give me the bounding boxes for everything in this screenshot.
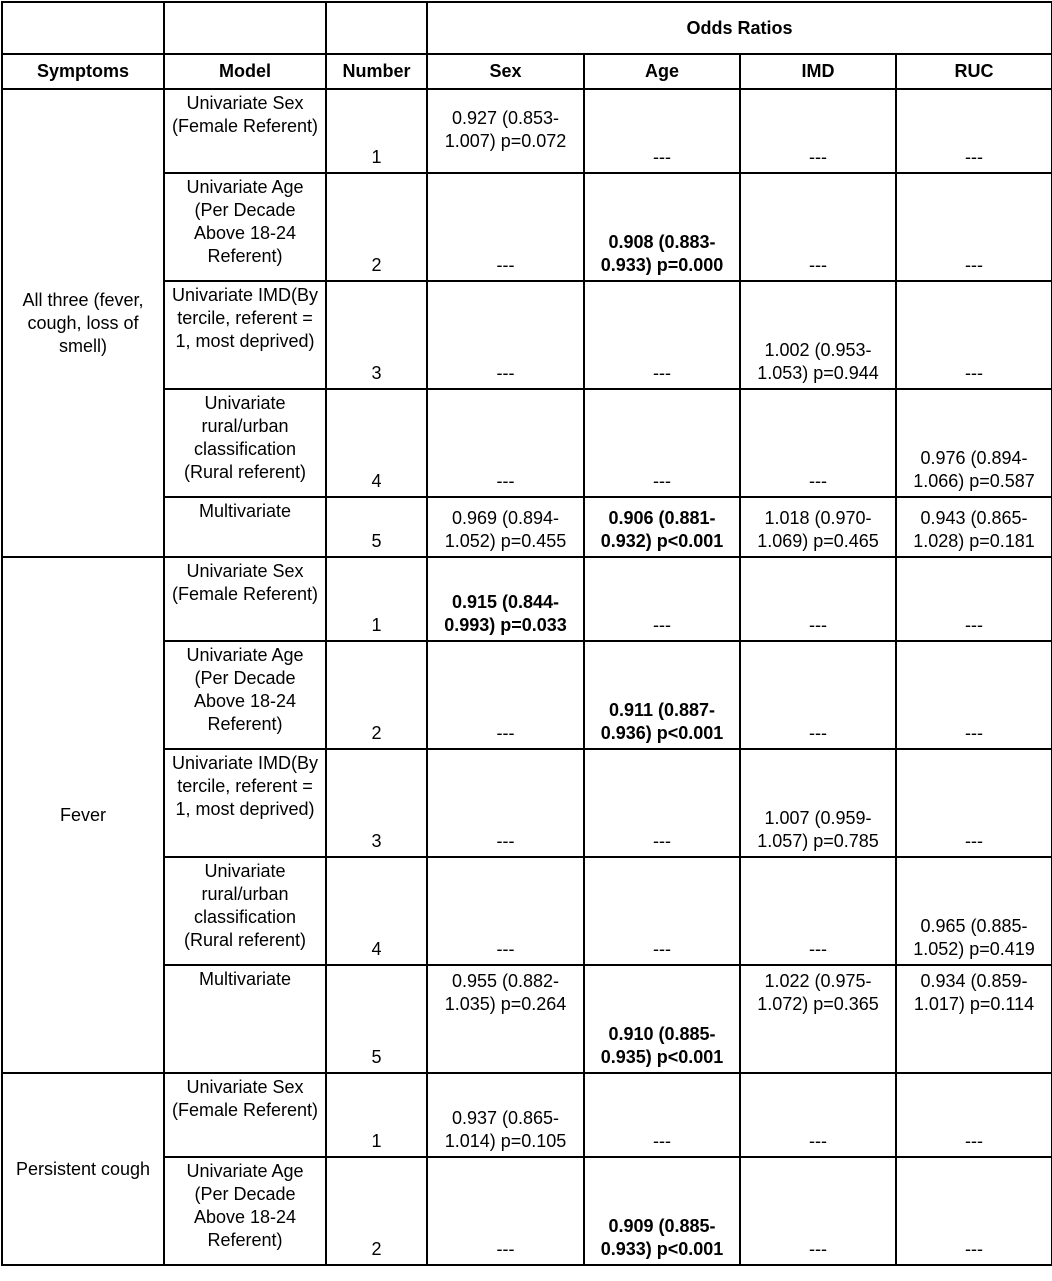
model-cell: Univariate Age (Per Decade Above 18-24 Referent) [164, 641, 326, 749]
age-value-cell: 0.906 (0.881-0.932) p<0.001 [584, 497, 740, 557]
number-cell: 2 [326, 1157, 427, 1265]
imd-value-cell: 1.007 (0.959-1.057) p=0.785 [740, 749, 896, 857]
sex-value-cell: 0.927 (0.853-1.007) p=0.072 [427, 89, 584, 173]
imd-value-cell: --- [740, 89, 896, 173]
age-value-cell: 0.910 (0.885-0.935) p<0.001 [584, 965, 740, 1073]
model-cell: Univariate Sex (Female Referent) [164, 1073, 326, 1157]
ruc-value-cell: 0.943 (0.865-1.028) p=0.181 [896, 497, 1052, 557]
table-row [2, 89, 1052, 173]
age-value-cell: 0.908 (0.883-0.933) p=0.000 [584, 173, 740, 281]
symptoms-header: Symptoms [2, 54, 164, 89]
sex-header: Sex [427, 54, 584, 89]
model-cell: Multivariate [164, 497, 326, 557]
sex-value-cell: --- [427, 857, 584, 965]
imd-value-cell: --- [740, 641, 896, 749]
number-cell: 4 [326, 389, 427, 497]
ruc-value-cell: 0.965 (0.885-1.052) p=0.419 [896, 857, 1052, 965]
sex-value-cell: --- [427, 281, 584, 389]
ruc-value-cell: 0.976 (0.894-1.066) p=0.587 [896, 389, 1052, 497]
age-value-cell: --- [584, 89, 740, 173]
ruc-value-cell: --- [896, 281, 1052, 389]
age-value-cell: --- [584, 857, 740, 965]
ruc-header: RUC [896, 54, 1052, 89]
number-cell: 5 [326, 497, 427, 557]
odds-ratios-table [1, 1, 1052, 1266]
model-cell: Univariate Age (Per Decade Above 18-24 Referent) [164, 173, 326, 281]
model-cell: Univariate IMD(By tercile, referent = 1, most deprived) [164, 749, 326, 857]
model-cell: Multivariate [164, 965, 326, 1073]
sex-value-cell: 0.937 (0.865-1.014) p=0.105 [427, 1073, 584, 1157]
age-value-cell: --- [584, 749, 740, 857]
number-cell: 5 [326, 965, 427, 1073]
number-cell: 1 [326, 1073, 427, 1157]
age-value-cell: --- [584, 1073, 740, 1157]
header-blank-cell [326, 2, 427, 54]
ruc-value-cell: --- [896, 749, 1052, 857]
age-header: Age [584, 54, 740, 89]
age-value-cell: 0.909 (0.885-0.933) p<0.001 [584, 1157, 740, 1265]
header-label-row [2, 54, 1052, 89]
header-blank-cell [164, 2, 326, 54]
model-cell: Univariate Age (Per Decade Above 18-24 Referent) [164, 1157, 326, 1265]
ruc-value-cell: --- [896, 1073, 1052, 1157]
imd-value-cell: --- [740, 1073, 896, 1157]
ruc-value-cell: --- [896, 1157, 1052, 1265]
table-row [2, 557, 1052, 641]
model-cell: Univariate Sex (Female Referent) [164, 89, 326, 173]
imd-value-cell: --- [740, 1157, 896, 1265]
age-value-cell: --- [584, 389, 740, 497]
imd-value-cell: --- [740, 389, 896, 497]
model-cell: Univariate IMD(By tercile, referent = 1, most deprived) [164, 281, 326, 389]
table-body [2, 89, 1052, 1265]
age-value-cell: 0.911 (0.887-0.936) p<0.001 [584, 641, 740, 749]
model-cell: Univariate Sex (Female Referent) [164, 557, 326, 641]
header-blank-cell [2, 2, 164, 54]
sex-value-cell: --- [427, 641, 584, 749]
sex-value-cell: --- [427, 1157, 584, 1265]
symptom-cell: Fever [2, 557, 164, 1073]
table-row [2, 1073, 1052, 1157]
model-cell: Univariate rural/urban classification (Rural referent) [164, 389, 326, 497]
ruc-value-cell: --- [896, 89, 1052, 173]
number-cell: 1 [326, 89, 427, 173]
sex-value-cell: --- [427, 749, 584, 857]
number-cell: 1 [326, 557, 427, 641]
number-cell: 2 [326, 173, 427, 281]
imd-value-cell: --- [740, 857, 896, 965]
imd-value-cell: --- [740, 557, 896, 641]
imd-value-cell: --- [740, 173, 896, 281]
header-group-row [2, 2, 1052, 54]
number-cell: 2 [326, 641, 427, 749]
sex-value-cell: 0.969 (0.894-1.052) p=0.455 [427, 497, 584, 557]
imd-value-cell: 1.018 (0.970-1.069) p=0.465 [740, 497, 896, 557]
ruc-value-cell: --- [896, 173, 1052, 281]
number-cell: 3 [326, 281, 427, 389]
symptom-cell: All three (fever, cough, loss of smell) [2, 89, 164, 557]
age-value-cell: --- [584, 557, 740, 641]
sex-value-cell: 0.915 (0.844-0.993) p=0.033 [427, 557, 584, 641]
number-cell: 4 [326, 857, 427, 965]
sex-value-cell: --- [427, 389, 584, 497]
age-value-cell: --- [584, 281, 740, 389]
sex-value-cell: --- [427, 173, 584, 281]
imd-value-cell: 1.002 (0.953-1.053) p=0.944 [740, 281, 896, 389]
ruc-value-cell: --- [896, 557, 1052, 641]
imd-value-cell: 1.022 (0.975-1.072) p=0.365 [740, 965, 896, 1073]
number-cell: 3 [326, 749, 427, 857]
sex-value-cell: 0.955 (0.882-1.035) p=0.264 [427, 965, 584, 1073]
symptom-cell: Persistent cough [2, 1073, 164, 1265]
imd-header: IMD [740, 54, 896, 89]
model-header: Model [164, 54, 326, 89]
ruc-value-cell: --- [896, 641, 1052, 749]
model-cell: Univariate rural/urban classification (Rural referent) [164, 857, 326, 965]
ruc-value-cell: 0.934 (0.859-1.017) p=0.114 [896, 965, 1052, 1073]
number-header: Number [326, 54, 427, 89]
odds-ratios-header: Odds Ratios [427, 2, 1052, 54]
